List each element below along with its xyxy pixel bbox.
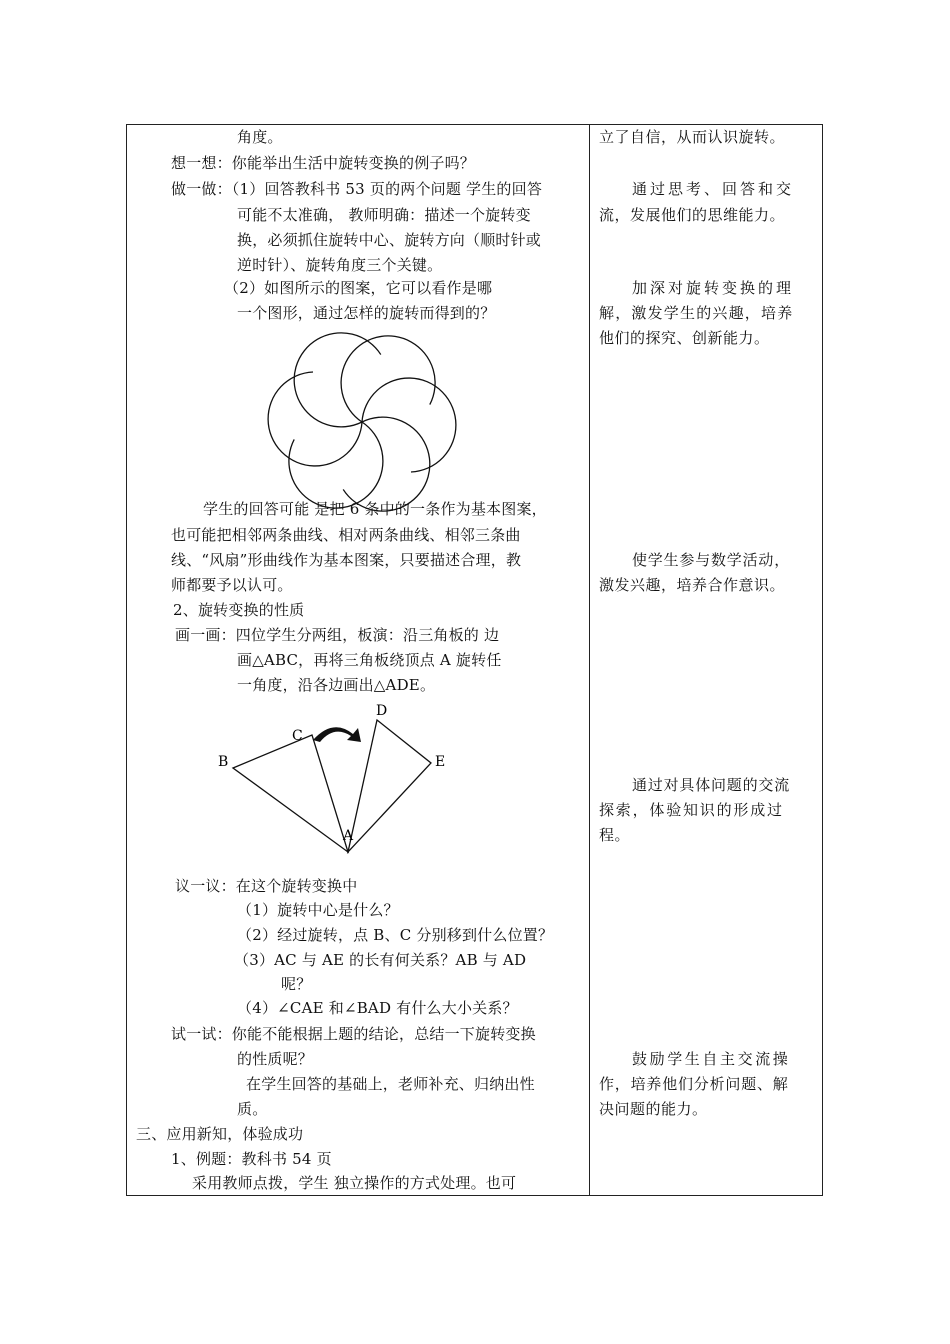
text-line: 画一画：四位学生分两组，板演：沿三角板的 边 (175, 626, 500, 644)
point-label-e: E (435, 754, 446, 770)
text-line: （1）旋转中心是什么？ (237, 901, 399, 919)
text-line: 议一议：在这个旋转变换中 (175, 877, 358, 895)
text-line: （2）经过旋转，点 B、C 分别移到什么位置？ (237, 926, 554, 944)
text-line: 学生的回答可能 是把 6 条中的一条作为基本图案， (203, 500, 547, 518)
note-line: 鼓励学生自主交流操 (632, 1050, 791, 1068)
note-line: 探索，体验知识的形成过 (599, 801, 784, 819)
text-line: 的性质呢？ (237, 1050, 314, 1068)
text-line: 也可能把相邻两条曲线、相对两条曲线、相邻三条曲 (171, 526, 521, 544)
note-line: 加深对旋转变换的理 (632, 279, 795, 297)
text-line: 换，必须抓住旋转中心、旋转方向（顺时针或 (237, 231, 542, 249)
rotation-arrow-icon (313, 727, 361, 742)
text-line: （4）∠CAE 和∠BAD 有什么大小关系？ (237, 999, 518, 1017)
text-line: 线、“风扇”形曲线作为基本图案，只要描述合理，教 (171, 551, 522, 569)
triangle-abc (233, 735, 348, 852)
point-label-d: D (376, 703, 388, 719)
text-line: 师都要予以认可。 (171, 576, 293, 594)
text-line: 质。 (237, 1100, 268, 1118)
point-label-b: B (218, 754, 229, 770)
note-line: 作，培养他们分析问题、解 (599, 1075, 789, 1093)
note-line: 通过对具体问题的交流 (632, 776, 791, 794)
point-label-a: A (343, 828, 354, 844)
note-line: 立了自信，从而认识旋转。 (599, 128, 786, 146)
text-line: 画△ABC，再将三角板绕顶点 A 旋转任 (237, 651, 502, 669)
text-line: 在学生回答的基础上，老师补充、归纳出性 (246, 1075, 535, 1093)
note-line: 激发兴趣，培养合作意识。 (599, 576, 786, 594)
text-line: 1、例题：教科书 54 页 (171, 1150, 332, 1168)
text-line: （3）AC 与 AE 的长有何关系？AB 与 AD (234, 951, 527, 969)
note-line: 他们的探究、创新能力。 (599, 329, 770, 347)
text-line: 呢？ (281, 975, 312, 993)
section-heading: 2、旋转变换的性质 (173, 601, 305, 619)
text-line: 做一做：（1）回答教科书 53 页的两个问题 学生的回答 (171, 180, 543, 198)
point-label-c: C (292, 728, 303, 744)
note-line: 流，发展他们的思维能力。 (599, 206, 786, 224)
note-line: 解，激发学生的兴趣，培养 (599, 304, 794, 322)
note-line: 使学生参与数学活动， (632, 551, 791, 569)
text-line: 采用教师点拨，学生 独立操作的方式处理。也可 (192, 1174, 517, 1192)
note-line: 通过思考、回答和交 (632, 180, 795, 198)
text-line: 角度。 (237, 128, 283, 146)
text-line: 可能不太准确， 教师明确：描述一个旋转变 (237, 206, 531, 224)
text-line: 逆时针）、旋转角度三个关键。 (237, 256, 443, 274)
text-line: （2）如图所示的图案，它可以看作是哪 (224, 279, 493, 297)
note-line: 决问题的能力。 (599, 1100, 708, 1118)
section-heading: 三、应用新知，体验成功 (136, 1125, 304, 1143)
text-line: 试一试：你能不能根据上题的结论，总结一下旋转变换 (171, 1025, 536, 1043)
note-line: 程。 (599, 826, 631, 844)
text-line: 一个图形，通过怎样的旋转而得到的？ (237, 304, 496, 322)
text-line: 想一想：你能举出生活中旋转变换的例子吗？ (171, 154, 476, 172)
text-line: 一角度，沿各边画出△ADE。 (237, 676, 436, 694)
